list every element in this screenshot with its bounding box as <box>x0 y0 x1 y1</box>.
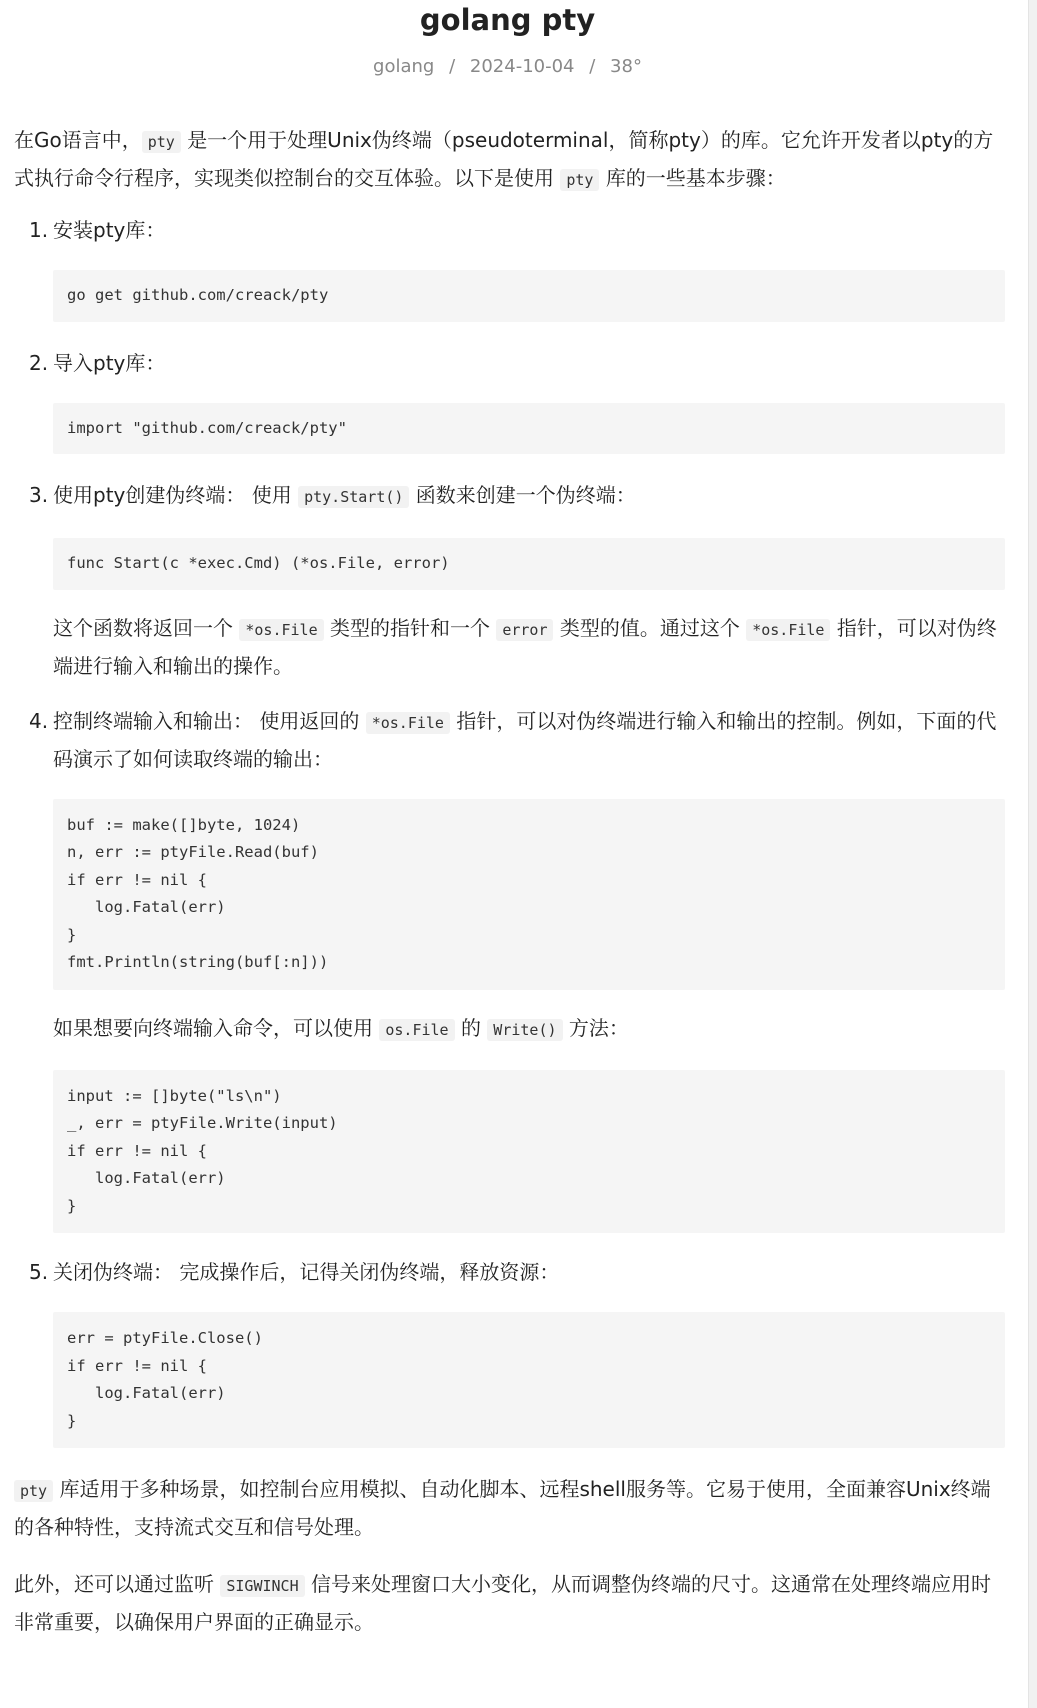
step-text-part: 指针，可以对伪终端进行输入和输出的控制。例如，下面的代码演示了如何读取终端的输出： <box>53 708 997 771</box>
code-block: buf := make([]byte, 1024) n, err := ptyFile.Read(buf) if err != nil { log.Fatal(err) } fmt.Println(string(buf[:n])) <box>53 799 1005 990</box>
step-text <box>53 477 1005 515</box>
inline-code: pty <box>560 169 599 191</box>
inline-code: *os.File <box>239 619 323 641</box>
outro-paragraph <box>14 1566 1005 1640</box>
note-text: 指针，可以对伪终端进行输入和输出的操作。 <box>53 615 997 678</box>
step-text-part: 函数来创建一个伪终端： <box>415 483 636 507</box>
page-title: golang pty <box>419 3 596 37</box>
code-block: import "github.com/creack/pty" <box>53 403 1005 455</box>
outro-paragraph <box>14 1471 1005 1545</box>
list-number: 1. <box>29 218 49 242</box>
intro-paragraph <box>14 122 1005 198</box>
list-number: 2. <box>29 350 49 375</box>
inline-code: os.File <box>379 1019 454 1041</box>
note-text: 这个函数将返回一个 <box>53 615 233 640</box>
step-text <box>53 703 1005 777</box>
intro-text: 在Go语言中， <box>14 128 142 152</box>
inline-code: *os.File <box>746 619 830 641</box>
step-text-part: 完成操作后，记得关闭伪终端，释放资源： <box>179 1260 560 1284</box>
list-number: 5. <box>29 1260 49 1284</box>
outro-text: 信号来处理窗口大小变化，从而调整伪终端的尺寸。这通常在处理终端应用时非常重要，以确保用户界面的正确显示。 <box>14 1572 991 1634</box>
note-text: 的 <box>460 1015 481 1040</box>
publish-date: 2024-10-04 <box>469 56 575 77</box>
list-item <box>14 703 1005 1234</box>
step-text <box>53 1254 1005 1290</box>
note-text: 类型的值。通过这个 <box>559 615 740 640</box>
inline-code: pty <box>14 1480 53 1502</box>
step-title: 安装pty库： <box>53 218 166 242</box>
inline-code: pty <box>142 131 181 153</box>
list-item <box>14 212 1005 322</box>
code-block: go get github.com/creack/pty <box>53 270 1005 322</box>
code-block: err = ptyFile.Close() if err != nil { log.Fatal(err) } <box>53 1312 1005 1448</box>
inline-code: pty.Start() <box>298 486 409 508</box>
page-scrollbar[interactable] <box>1028 0 1037 1708</box>
step-title: 导入pty库： <box>53 350 166 375</box>
list-item <box>14 477 1005 684</box>
steps-list <box>14 212 1005 1448</box>
category-link[interactable]: golang <box>373 56 435 77</box>
inline-code: Write() <box>487 1019 562 1041</box>
intro-text: 是一个用于处理Unix伪终端（pseudoterminal，简称pty）的库。它允许开发者以pty的方式执行命令行程序，实现类似控制台的交互体验。以下是使用 <box>14 128 994 190</box>
step-text-part: 使用返回的 <box>259 708 360 733</box>
meta-separator: / <box>449 56 456 77</box>
step-note <box>53 1010 1005 1048</box>
meta-separator: / <box>589 56 596 77</box>
inline-code: *os.File <box>366 712 450 734</box>
step-title: 控制终端输入和输出： <box>53 708 253 733</box>
article-meta <box>0 51 1015 83</box>
outro-text: 库适用于多种场景，如控制台应用模拟、自动化脚本、远程shell服务等。它易于使用，全面兼容Unix终端的各种特性，支持流式交互和信号处理。 <box>14 1477 991 1539</box>
code-block: input := []byte("ls\n") _, err = ptyFile.Write(input) if err != nil { log.Fatal(err) } <box>53 1070 1005 1234</box>
step-title: 使用pty创建伪终端： <box>53 483 246 507</box>
outro-text: 此外，还可以通过监听 <box>14 1572 214 1596</box>
note-text: 方法： <box>568 1015 629 1040</box>
inline-code: error <box>496 619 553 641</box>
view-count: 38° <box>610 56 642 77</box>
step-title: 关闭伪终端： <box>53 1260 173 1284</box>
note-text: 类型的指针和一个 <box>329 615 490 640</box>
code-block: func Start(c *exec.Cmd) (*os.File, error) <box>53 538 1005 590</box>
list-number: 4. <box>29 708 49 733</box>
list-item <box>14 1254 1005 1448</box>
inline-code: SIGWINCH <box>220 1575 304 1597</box>
list-number: 3. <box>29 483 49 507</box>
step-text-part: 使用 <box>251 483 292 507</box>
list-item <box>14 345 1005 455</box>
intro-text: 库的一些基本步骤： <box>605 166 786 190</box>
article-body <box>0 122 1015 1640</box>
step-note <box>53 610 1005 684</box>
note-text: 如果想要向终端输入命令，可以使用 <box>53 1015 373 1040</box>
